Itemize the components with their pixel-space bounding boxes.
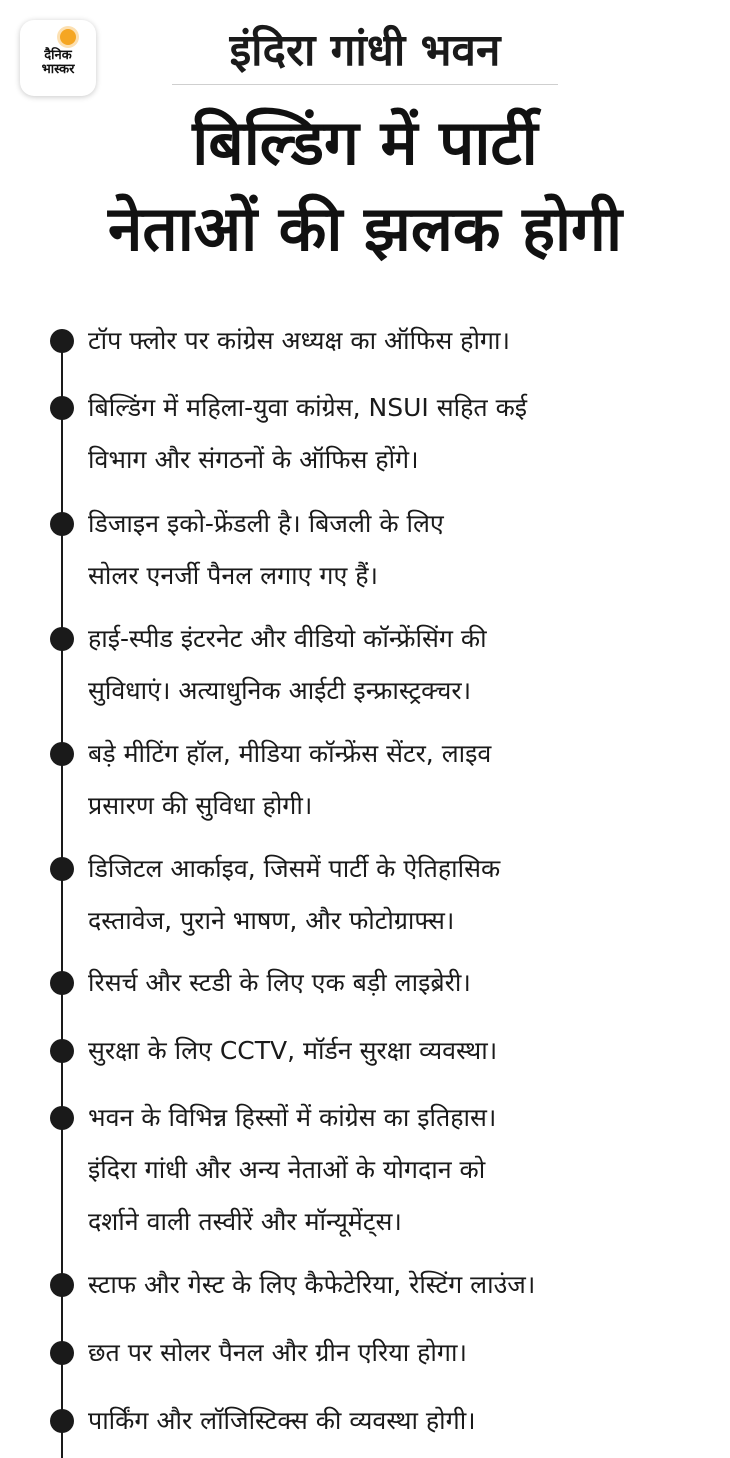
list-item-text: पार्किंग और लॉजिस्टिक्स की व्यवस्था होगी। xyxy=(88,1406,476,1435)
list-item-text: भवन के विभिन्न हिस्सों में कांग्रेस का इतिहास। इंदिरा गांधी और अन्य नेताओं के योगदान को दर्शाने वाली तस्वीरें और मॉन्यूमेंट्स। xyxy=(88,1103,497,1236)
list-item-text: डिजाइन इको-फ्रेंडली है। बिजली के लिए सोलर एनर्जी पैनल लगाए गए हैं। xyxy=(88,509,444,590)
bullet-dot xyxy=(50,971,74,995)
bullet-dot xyxy=(50,512,74,536)
list-item-text: रिसर्च और स्टडी के लिए एक बड़ी लाइब्रेरी। xyxy=(88,968,471,997)
bullet-dot xyxy=(50,396,74,420)
headline-line1: बिल्डिंग में पार्टी xyxy=(192,106,538,179)
bullet-dot xyxy=(50,1341,74,1365)
list-item-text: सुरक्षा के लिए CCTV, मॉर्डन सुरक्षा व्यवस्था। xyxy=(88,1036,498,1065)
bullet-dot xyxy=(50,742,74,766)
bullet-dot xyxy=(50,1039,74,1063)
list-item-text: स्टाफ और गेस्ट के लिए कैफेटेरिया, रेस्टिंग लाउंज। xyxy=(88,1270,536,1299)
kicker-title: इंदिरा गांधी भवन xyxy=(229,25,501,76)
list-item-text: छत पर सोलर पैनल और ग्रीन एरिया होगा। xyxy=(88,1338,467,1367)
list-item-text: डिजिटल आर्काइव, जिसमें पार्टी के ऐतिहासिक दस्तावेज, पुराने भाषण, और फोटोग्राफ्स। xyxy=(88,854,501,935)
logo-text-line1: दैनिक xyxy=(44,48,72,63)
bullet-dot xyxy=(50,329,74,353)
list-item-text: बड़े मीटिंग हॉल, मीडिया कॉन्फ्रेंस सेंटर, लाइव प्रसारण की सुविधा होगी। xyxy=(88,739,492,820)
bullet-dot xyxy=(50,627,74,651)
list-item-text: हाई-स्पीड इंटरनेट और वीडियो कॉन्फ्रेंसिंग की सुविधाएं। अत्याधुनिक आईटी इन्फ्रास्ट्रक्चर। xyxy=(88,624,487,705)
list-item-text: टॉप फ्लोर पर कांग्रेस अध्यक्ष का ऑफिस होगा। xyxy=(88,326,510,355)
bullet-dot xyxy=(50,1273,74,1297)
bullet-dot xyxy=(50,857,74,881)
bullet-dot xyxy=(50,1409,74,1433)
bullet-dot xyxy=(50,1106,74,1130)
logo-text-line2: भास्कर xyxy=(41,62,75,77)
headline-line2: नेताओं की झलक होगी xyxy=(107,192,623,265)
list-item-text: बिल्डिंग में महिला-युवा कांग्रेस, NSUI सहित कई विभाग और संगठनों के ऑफिस होंगे। xyxy=(88,393,528,474)
